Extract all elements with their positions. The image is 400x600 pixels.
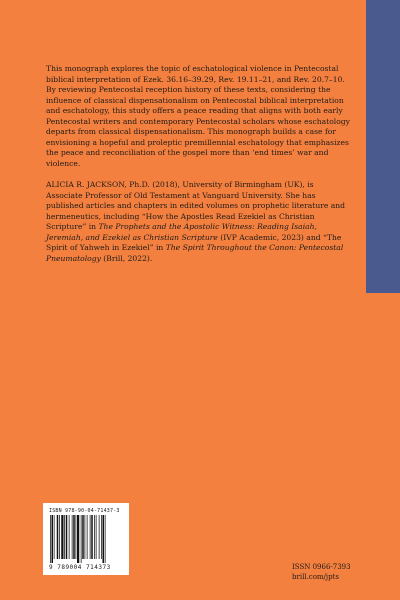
barcode-bar — [87, 515, 88, 559]
author-bio-text-3: (Brill, 2022). — [100, 253, 153, 263]
barcode — [43, 503, 129, 575]
book-summary: This monograph explores the topic of eschatological violence in Pentecostal biblical interpretation of Ezek. 36.16–39.29, Rev. 19.11–21, and Rev. 20.7–10. By reviewing Pentecostal reception history of these texts, considering the influence of classical dispensationalism on Pentecostal biblical interpretation and eschatology, this study offers a peace reading that aligns with both early Pentecostal writers and contemporary Pentecostal scholars whose eschatology departs from classical dispensationalism. This monograph builds a case for envisioning a hopeful and proleptic premillennial eschatology that emphasizes the peace and reconciliation of the gospel more than ‘end times’ war and violence. — [46, 64, 350, 168]
barcode-bar — [64, 515, 65, 559]
isbn-label: ISBN 978-90-04-71437-3 — [49, 508, 120, 514]
publisher-website: brill.com/jpts — [292, 573, 339, 581]
barcode-bar — [103, 515, 105, 563]
barcode-bar — [81, 515, 82, 563]
author-bio-text-2: (IVP Academic, 2023) and “The Spirit of Yahweh in Ezekiel” in — [46, 232, 342, 252]
barcode-bar — [59, 515, 60, 559]
author-bio-text-1: ALICIA R. JACKSON, Ph.D. (2018), University of Birmingham (UK), is Associate Professor of Old Testament at Vanguard University. She has published articles and chapters in edited volumes on prophetic literature and hermeneutics, including “How the Apostles Read Ezekiel as Christian Scripture” in — [46, 180, 346, 231]
side-color-band — [366, 0, 400, 293]
barcode-bar — [57, 515, 59, 559]
author-bio-book-title-1: The Prophets and the Apostolic Witness: Reading Isaiah, Jeremiah, and Ezekiel as Christian Scripture — [46, 222, 317, 242]
barcode-bar — [76, 515, 77, 559]
barcode-bar — [105, 515, 106, 563]
author-bio-book-title-2: The Spirit Throughout the Canon: Pentecostal Pneumatology — [46, 243, 344, 263]
barcode-bar — [50, 515, 51, 563]
barcode-bar — [91, 515, 93, 559]
barcode-bar — [69, 515, 70, 559]
barcode-bar — [99, 515, 100, 559]
barcode-bar — [72, 515, 73, 559]
back-cover-text — [46, 64, 351, 275]
barcode-bar — [101, 515, 102, 559]
barcode-bar — [54, 515, 55, 559]
barcode-digits: 9 789004 714373 — [49, 564, 111, 571]
barcode-bar — [82, 515, 84, 559]
barcode-bar — [85, 515, 86, 559]
barcode-bars — [49, 515, 123, 563]
barcode-bar — [61, 515, 63, 559]
barcode-bar — [73, 515, 75, 559]
barcode-bar — [77, 515, 79, 563]
barcode-bar — [96, 515, 97, 559]
publisher-info — [292, 562, 351, 582]
barcode-bar — [94, 515, 95, 559]
barcode-bar — [52, 515, 54, 563]
author-bio — [46, 180, 351, 264]
issn-number: ISSN 0966-7393 — [292, 563, 351, 571]
barcode-bar — [66, 515, 68, 559]
barcode-bar — [90, 515, 91, 559]
